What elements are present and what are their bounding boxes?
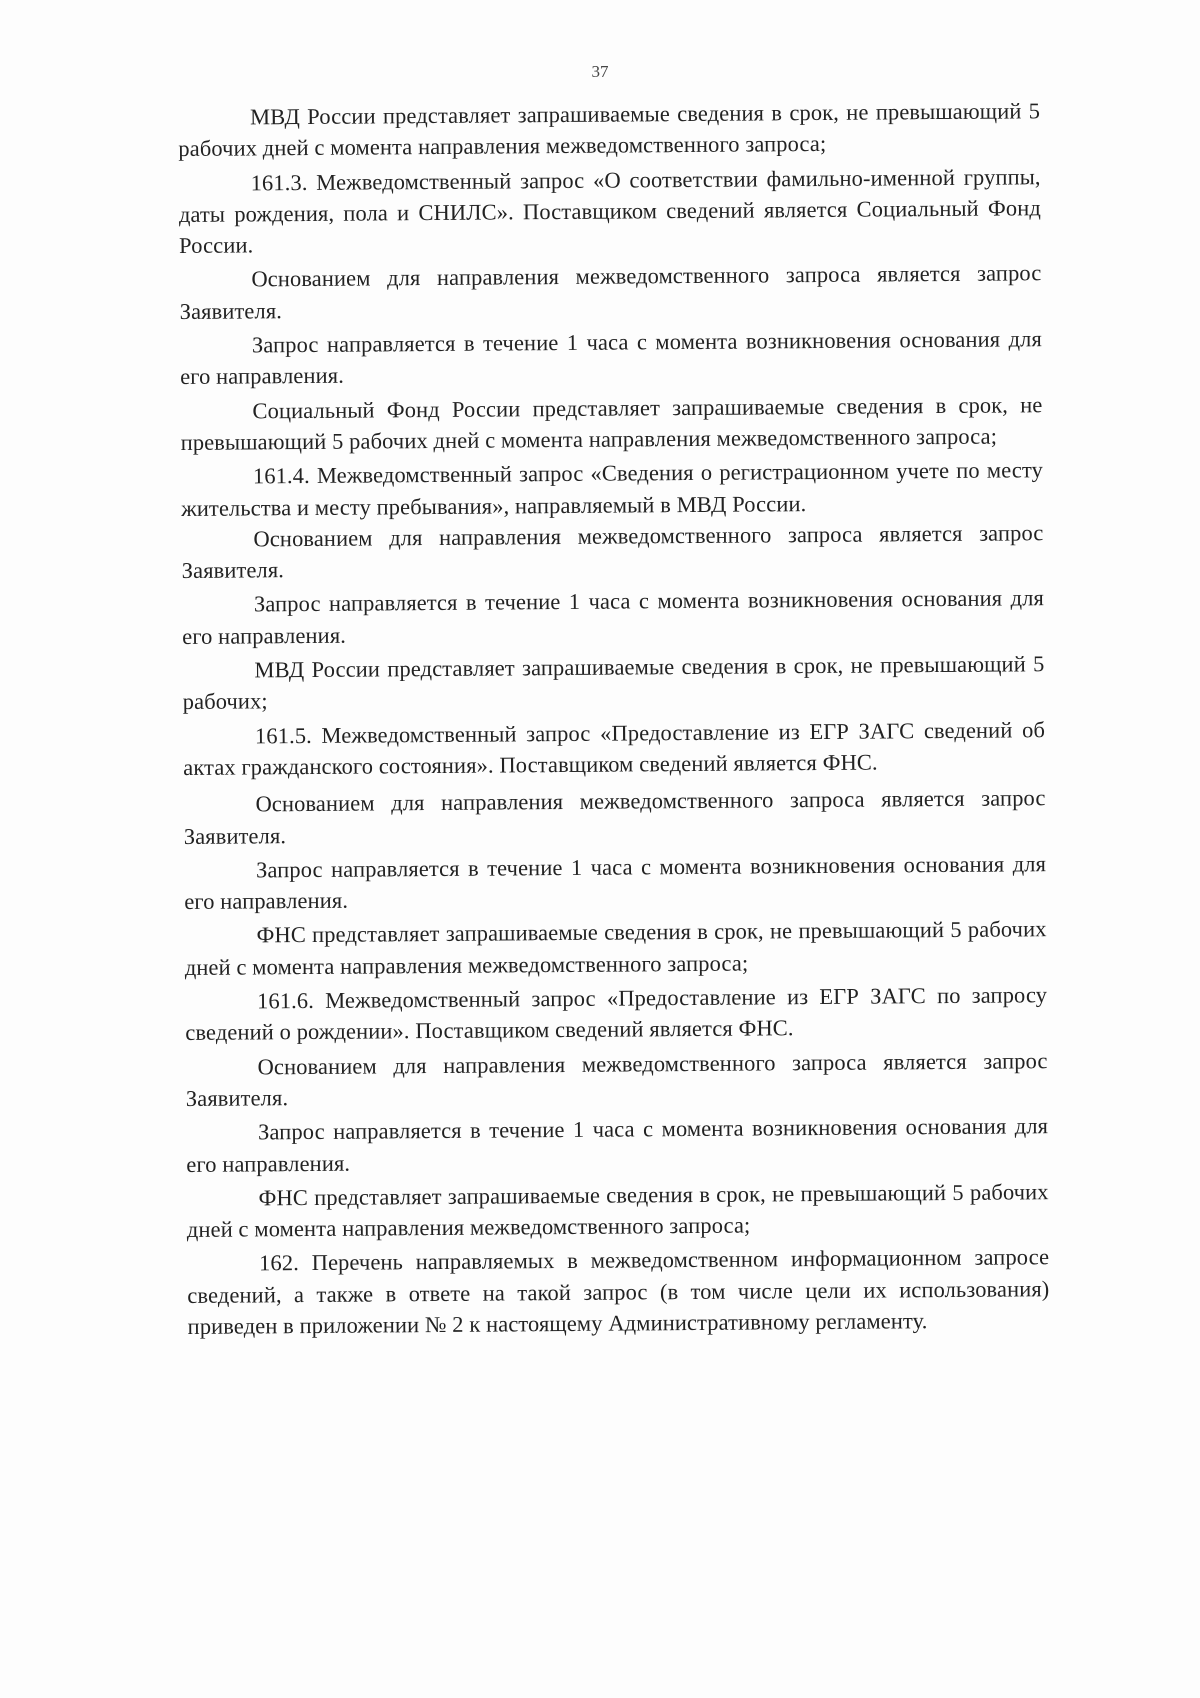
page-number: 37 [591,62,609,81]
paragraph-mvd-response-term-2: МВД России представляет запрашиваемые сведения в срок, не превышающий 5 рабочих; [182,651,1045,715]
paragraph-162-list-of-data: 162. Перечень направляемых в межведомственном информационном запросе сведений, а также в ответе на такой запрос (в том числе цели их использования) приведен в приложении № 2 к настоящему Административному регламенту. [187,1244,1050,1339]
paragraph-161-5-zags-acts-request: 161.5. Межведомственный запрос «Предоставление из ЕГР ЗАГС сведений об актах гражданского состояния». Поставщиком сведений является ФНС. [183,716,1046,780]
paragraph-161-3-snils-request: 161.3. Межведомственный запрос «О соответствии фамильно-именной группы, даты рождения, пола и СНИЛС». Поставщиком сведений является Социальный Фонд России. [178,163,1041,259]
paragraph-basis-161-3: Основанием для направления межведомственного запроса является запрос Заявителя. [179,260,1042,324]
paragraph-timing-161-6: Запрос направляется в течение 1 часа с момента возникновения основания для его направления. [186,1113,1049,1177]
paragraph-timing-161-3: Запрос направляется в течение 1 часа с момента возникновения основания для его направления. [180,326,1042,390]
document-body [178,95,1050,1342]
paragraph-basis-161-6: Основанием для направления межведомственного запроса является запрос Заявителя. [185,1047,1048,1111]
paragraph-161-6-birth-request: 161.6. Межведомственный запрос «Предоставление из ЕГР ЗАГС по запросу сведений о рождении». Поставщиком сведений является ФНС. [185,982,1048,1046]
paragraph-fns-response-term: ФНС представляет запрашиваемые сведения в срок, не превышающий 5 рабочих дней с момента направления межведомственного запроса; [184,916,1047,980]
paragraph-timing-161-5: Запрос направляется в течение 1 часа с момента возникновения основания для его направления. [184,851,1047,915]
paragraph-basis-161-5: Основанием для направления межведомственного запроса является запрос Заявителя. [183,785,1046,849]
paragraph-basis-161-4: Основанием для направления межведомственного запроса является запрос Заявителя. [181,520,1044,584]
paragraph-fns-response-term-2: ФНС представляет запрашиваемые сведения в срок, не превышающий 5 рабочих дней с момента направления межведомственного запроса; [186,1178,1049,1243]
paragraph-timing-161-4: Запрос направляется в течение 1 часа с момента возникновения основания для его направления. [182,585,1045,649]
paragraph-sfr-response-term: Социальный Фонд России представляет запрашиваемые сведения в срок, не превышающий 5 рабочих дней с момента направления межведомственного запроса; [180,391,1043,455]
paragraph-mvd-response-term: МВД России представляет запрашиваемые сведения в срок, не превышающий 5 рабочих дней с момента направления межведомственного запроса; [178,98,1041,162]
paragraph-161-4-registration-request: 161.4. Межведомственный запрос «Сведения о регистрационном учете по месту жительства и месту пребывания», направляемый в МВД России. [181,457,1044,521]
